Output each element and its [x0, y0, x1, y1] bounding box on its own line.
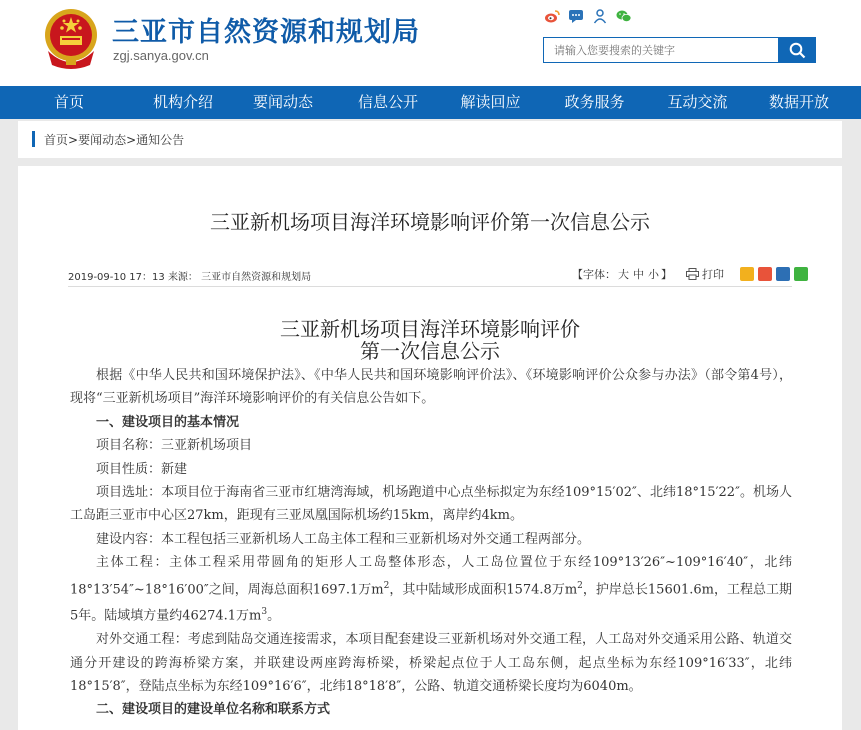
font-size-small[interactable]: 小	[648, 268, 659, 281]
font-size-medium[interactable]: 中	[633, 268, 644, 281]
share-wechat-icon[interactable]	[794, 267, 808, 281]
nav-home[interactable]: 首页	[53, 93, 84, 111]
breadcrumb-separator: >	[126, 133, 137, 147]
source: 三亚市自然资源和规划局	[201, 272, 312, 283]
paragraph: 根据《中华人民共和国环境保护法》、《中华人民共和国环境影响评价法》、《环境影响评价公众参与办法》（部令第4号），现将“三亚新机场项目”海洋环境影响评价的有关信息公告如下。	[70, 368, 792, 407]
message-icon[interactable]	[568, 8, 584, 24]
text-run: ，护岸总长15601.6m，工程总工期5年。陆域填方量约46274.1万m	[70, 581, 792, 624]
print-button[interactable]	[686, 266, 724, 282]
share-icons	[740, 267, 808, 281]
section-heading: 一、建设项目的基本情况	[96, 414, 240, 430]
article-body	[70, 364, 792, 722]
paragraph: 建设内容：本工程包括三亚新机场人工岛主体工程和三亚新机场对外交通工程两部分。	[96, 531, 591, 547]
share-qzone-icon[interactable]	[740, 267, 754, 281]
nav-organization[interactable]: 机构介绍	[152, 93, 213, 111]
breadcrumb-home[interactable]: 首页	[44, 133, 69, 147]
search-icon	[789, 42, 806, 59]
publish-date: 2019-09-10 17：13	[68, 272, 165, 283]
superscript: 3	[261, 607, 268, 618]
breadcrumb	[18, 121, 842, 158]
paragraph: 项目名称：三亚新机场项目	[96, 438, 253, 454]
nav-news[interactable]: 要闻动态	[252, 93, 313, 111]
nav-info-disclosure[interactable]: 信息公开	[357, 93, 418, 111]
site-title[interactable]: 三亚市自然资源和规划局	[112, 17, 420, 48]
wechat-icon[interactable]	[616, 8, 632, 24]
main-nav	[0, 86, 861, 119]
document-title	[18, 318, 842, 362]
nav-interaction[interactable]: 互动交流	[667, 93, 728, 111]
font-size-label: 【字体：	[572, 268, 616, 281]
text-run: 。	[267, 608, 281, 624]
header	[0, 0, 861, 86]
source-label: 来源：	[167, 272, 198, 283]
top-icons	[544, 8, 632, 24]
share-weibo-icon[interactable]	[758, 267, 772, 281]
superscript: 2	[383, 580, 390, 591]
search-input[interactable]	[543, 37, 779, 63]
article-meta	[68, 268, 311, 283]
font-size-large[interactable]: 大	[618, 268, 629, 281]
article-title: 三亚新机场项目海洋环境影响评价第一次信息公示	[210, 210, 650, 234]
search-button[interactable]	[779, 37, 816, 63]
document-title-line1: 三亚新机场项目海洋环境影响评价	[280, 317, 580, 341]
site-url: zgj.sanya.gov.cn	[113, 48, 209, 63]
superscript: 2	[577, 580, 583, 591]
printer-icon	[686, 268, 699, 280]
article	[18, 166, 842, 730]
document-title-line2: 第一次信息公示	[360, 339, 500, 363]
breadcrumb-news[interactable]: 要闻动态	[78, 133, 127, 147]
breadcrumb-current[interactable]: 通知公告	[136, 133, 185, 147]
article-tools	[572, 266, 808, 282]
text-run: ，其中陆域形成面积1574.8万m	[389, 581, 578, 597]
font-size-label-end: 】	[661, 268, 672, 281]
paragraph: 对外交通工程：考虑到陆岛交通连接需求，本项目配套建设三亚新机场对外交通工程，人工岛对外交通采用公路、轨道交通分开建设的跨海桥梁方案，并联建设两座跨海桥梁，桥梁起点位于人工岛东侧，起点坐标为东经109°16′33″，北纬18°15′8″，登陆点坐标为东经109°16′6″，北纬18°18′8″，公路、轨道交通桥梁长度均为6040m。	[70, 632, 792, 694]
weibo-icon[interactable]	[544, 8, 560, 24]
breadcrumb-separator: >	[68, 133, 79, 147]
text-run: 主体工程：主体工程采用带圆角的矩形人工岛整体形态，人工岛位置位于东经109°13′26″~109°16′40″，北纬18°13′54″~18°16′00″之间，周海总面积1697.1万m	[70, 555, 792, 597]
paragraph: 项目选址：本项目位于海南省三亚市红塘湾海域，机场跑道中心点坐标拟定为东经109°15′02″、北纬18°15′22″。机场人工岛距三亚市中心区27km，距现有三亚凤凰国际机场约15km，离岸约4km。	[70, 485, 792, 524]
paragraph	[70, 551, 792, 628]
nav-gov-services[interactable]: 政务服务	[564, 93, 625, 111]
breadcrumb-trail	[44, 131, 184, 148]
share-renren-icon[interactable]	[776, 267, 790, 281]
section-heading: 二、建设项目的建设单位名称和联系方式	[96, 702, 331, 718]
nav-interpretation[interactable]: 解读回应	[460, 93, 521, 111]
breadcrumb-marker	[32, 131, 35, 147]
user-icon[interactable]	[592, 8, 608, 24]
paragraph: 项目性质：新建	[96, 461, 188, 477]
print-label: 打印	[702, 268, 724, 281]
national-emblem-icon	[42, 7, 100, 69]
meta-divider	[68, 286, 792, 287]
nav-open-data[interactable]: 数据开放	[768, 93, 829, 111]
